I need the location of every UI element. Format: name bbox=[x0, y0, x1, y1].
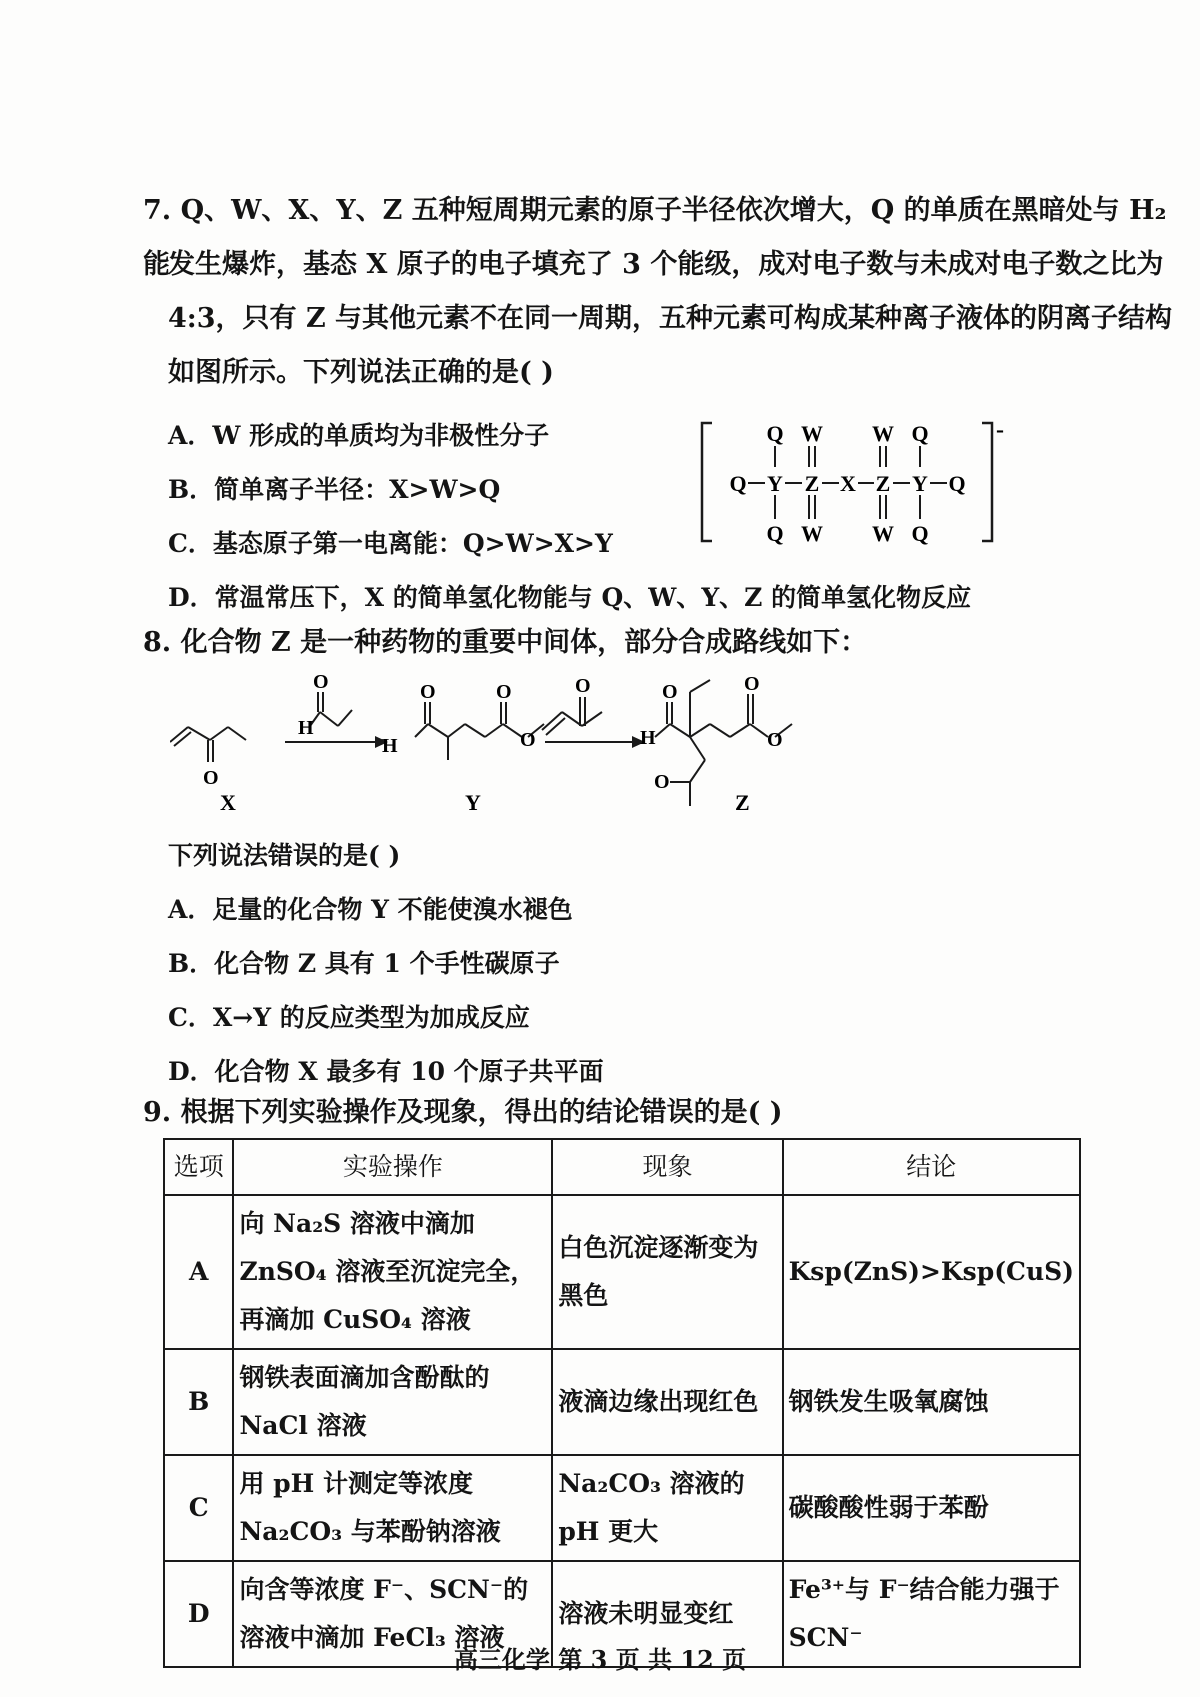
anion-structure-diagram bbox=[700, 415, 1020, 550]
q7-option-d: D．常温常压下，X 的简单氢化物能与 Q、W、Y、Z 的简单氢化物反应 bbox=[168, 583, 972, 612]
q8-option-b: B．化合物 Z 具有 1 个手性碳原子 bbox=[168, 949, 560, 978]
svg-text:O: O bbox=[203, 767, 219, 789]
row-phenomenon: Na₂CO₃ 溶液的 pH 更大 bbox=[552, 1455, 782, 1561]
charge-label: - bbox=[996, 417, 1004, 443]
table-row bbox=[164, 1349, 1080, 1455]
q7-stem-line-3: 4:3，只有 Z 与其他元素不在同一周期，五种元素可构成某种离子液体的阴离子结构 bbox=[168, 303, 1173, 334]
svg-text:W: W bbox=[801, 521, 823, 546]
svg-text:O: O bbox=[420, 681, 436, 703]
svg-text:Q: Q bbox=[729, 471, 747, 496]
q7-option-b: B．简单离子半径：X>W>Q bbox=[168, 475, 501, 504]
svg-text:X: X bbox=[220, 790, 236, 812]
svg-text:Z: Z bbox=[875, 471, 891, 496]
header-option: 选项 bbox=[164, 1139, 233, 1195]
svg-text:W: W bbox=[872, 421, 894, 446]
q9-stem: 9. 根据下列实验操作及现象，得出的结论错误的是( ) bbox=[143, 1097, 783, 1128]
row-operation: 钢铁表面滴加含酚酞的 NaCl 溶液 bbox=[233, 1349, 552, 1455]
svg-text:Z: Z bbox=[735, 790, 750, 812]
row-option: A bbox=[164, 1195, 233, 1349]
row-phenomenon: 液滴边缘出现红色 bbox=[552, 1349, 782, 1455]
synthesis-route-diagram bbox=[170, 672, 890, 812]
svg-text:O: O bbox=[313, 672, 329, 693]
svg-text:O: O bbox=[520, 729, 536, 751]
q8-prompt: 下列说法错误的是( ) bbox=[168, 841, 401, 870]
q8-option-a: A．足量的化合物 Y 不能使溴水褪色 bbox=[168, 895, 573, 924]
svg-text:O: O bbox=[767, 729, 783, 751]
svg-text:Q: Q bbox=[911, 421, 929, 446]
q9-table bbox=[163, 1138, 1081, 1668]
page-footer: 高三化学 第 3 页 共 12 页 bbox=[453, 1645, 747, 1674]
table-header-row bbox=[164, 1139, 1080, 1195]
table-row bbox=[164, 1455, 1080, 1561]
q7-stem-line-4: 如图所示。下列说法正确的是( ) bbox=[168, 357, 554, 388]
svg-text:O: O bbox=[744, 673, 760, 695]
svg-text:O: O bbox=[496, 681, 512, 703]
svg-text:W: W bbox=[872, 521, 894, 546]
row-option: C bbox=[164, 1455, 233, 1561]
svg-text:Y: Y bbox=[465, 790, 481, 812]
row-operation: 向 Na₂S 溶液中滴加 ZnSO₄ 溶液至沉淀完全，再滴加 CuSO₄ 溶液 bbox=[233, 1195, 552, 1349]
svg-text:Q: Q bbox=[766, 521, 784, 546]
row-phenomenon: 溶液未明显变红 bbox=[552, 1561, 782, 1667]
svg-text:W: W bbox=[801, 421, 823, 446]
header-conclusion: 结论 bbox=[783, 1139, 1080, 1195]
row-option: D bbox=[164, 1561, 233, 1667]
svg-text:O: O bbox=[575, 675, 591, 697]
row-option: B bbox=[164, 1349, 233, 1455]
svg-text:Q: Q bbox=[766, 421, 784, 446]
table-row bbox=[164, 1195, 1080, 1349]
svg-text:H: H bbox=[382, 735, 398, 757]
svg-text:Y: Y bbox=[767, 471, 783, 496]
row-conclusion: Fe³⁺与 F⁻结合能力强于 SCN⁻ bbox=[783, 1561, 1080, 1667]
svg-text:Q: Q bbox=[911, 521, 929, 546]
q7-option-a: A．W 形成的单质均为非极性分子 bbox=[168, 421, 550, 450]
header-operation: 实验操作 bbox=[233, 1139, 552, 1195]
svg-text:O: O bbox=[662, 681, 678, 703]
row-operation: 用 pH 计测定等浓度 Na₂CO₃ 与苯酚钠溶液 bbox=[233, 1455, 552, 1561]
q7-stem-line-2: 发生爆炸，基态 X 原子的电子填充了 3 个能级，成对电子数与未成对电子数之比为 bbox=[168, 249, 1164, 280]
svg-text:H: H bbox=[298, 717, 314, 739]
row-conclusion: 钢铁发生吸氧腐蚀 bbox=[783, 1349, 1080, 1455]
q8-option-d: D．化合物 X 最多有 10 个原子共平面 bbox=[168, 1057, 604, 1086]
q8-option-c: C．X→Y 的反应类型为加成反应 bbox=[168, 1003, 530, 1032]
q7-option-c: C．基态原子第一电离能：Q>W>X>Y bbox=[168, 529, 613, 558]
svg-text:Y: Y bbox=[912, 471, 928, 496]
svg-text:Z: Z bbox=[804, 471, 820, 496]
header-phenomenon: 现象 bbox=[552, 1139, 782, 1195]
row-phenomenon: 白色沉淀逐渐变为黑色 bbox=[552, 1195, 782, 1349]
svg-text:O: O bbox=[654, 771, 670, 793]
q7-stem-line-1: 7. Q、W、X、Y、Z 五种短周期元素的原子半径依次增大，Q 的单质在黑暗处与 H₂ 能 bbox=[143, 195, 1167, 280]
row-conclusion: Ksp(ZnS)>Ksp(CuS) bbox=[783, 1195, 1080, 1349]
svg-text:H: H bbox=[640, 727, 656, 749]
row-conclusion: 碳酸酸性弱于苯酚 bbox=[783, 1455, 1080, 1561]
svg-text:Q: Q bbox=[948, 471, 966, 496]
q8-stem: 8. 化合物 Z 是一种药物的重要中间体，部分合成路线如下： bbox=[143, 627, 868, 658]
row-operation: 向含等浓度 F⁻、SCN⁻的溶液中滴加 FeCl₃ 溶液 bbox=[233, 1561, 552, 1667]
svg-text:X: X bbox=[840, 471, 856, 496]
